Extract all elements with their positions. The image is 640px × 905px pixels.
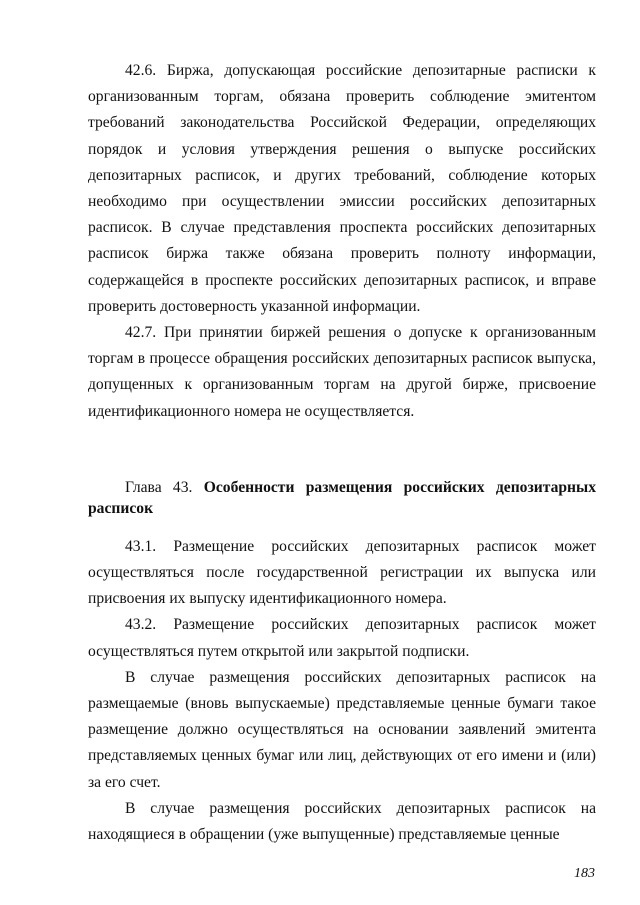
paragraph-42-6: 42.6. Биржа, допускающая российские депозитарные расписки к организованным торгам, обязана проверить соблюдение эмитентом требований законодательства Российской Федерации, определяющих порядок и условия утверждения решения о выпуске российских депозитарных расписок, и других требований, соблюдение которых необходимо при осуществлении эмиссии российских депозитарных расписок. В случае представления проспекта российских депозитарных расписок биржа также обязана проверить полноту информации, содержащейся в проспекте российских депозитарных расписок, и вправе проверить достоверность указанной информации. xyxy=(88,62,596,315)
paragraph-placement-existing: В случае размещения российских депозитарных расписок на находящиеся в обращении (уже выпущенные) представляемые ценные xyxy=(88,799,596,844)
page-number: 183 xyxy=(574,866,595,881)
section-spacer xyxy=(88,425,596,477)
document-page xyxy=(88,58,596,848)
chapter-label: Глава 43. xyxy=(125,478,193,496)
paragraph-43-2: 43.2. Размещение российских депозитарных расписок может осуществляться путем открытой или закрытой подписки. xyxy=(88,616,596,660)
paragraph-42-7: 42.7. При принятии биржей решения о допуске к организованным торгам в процессе обращения российских депозитарных расписок выпуска, допущенных к организованным торгам на другой бирже, присвоение идентификационного номера не осуществляется. xyxy=(88,324,596,420)
chapter-title: Особенности размещения российских депозитарных расписок xyxy=(88,478,597,517)
chapter-heading xyxy=(88,477,596,519)
heading-spacer xyxy=(88,519,596,534)
paragraph-43-1: 43.1. Размещение российских депозитарных расписок может осуществляться после государственной регистрации их выпуска или присвоения их выпуску идентификационного номера. xyxy=(88,537,596,608)
paragraph-placement-new: В случае размещения российских депозитарных расписок на размещаемые (вновь выпускаемые) представляемые ценные бумаги такое размещение должно осуществляться на основании заявлений эмитента представляемых ценных бумаг или лиц, действующих от его имени и (или) за его счет. xyxy=(88,668,596,791)
